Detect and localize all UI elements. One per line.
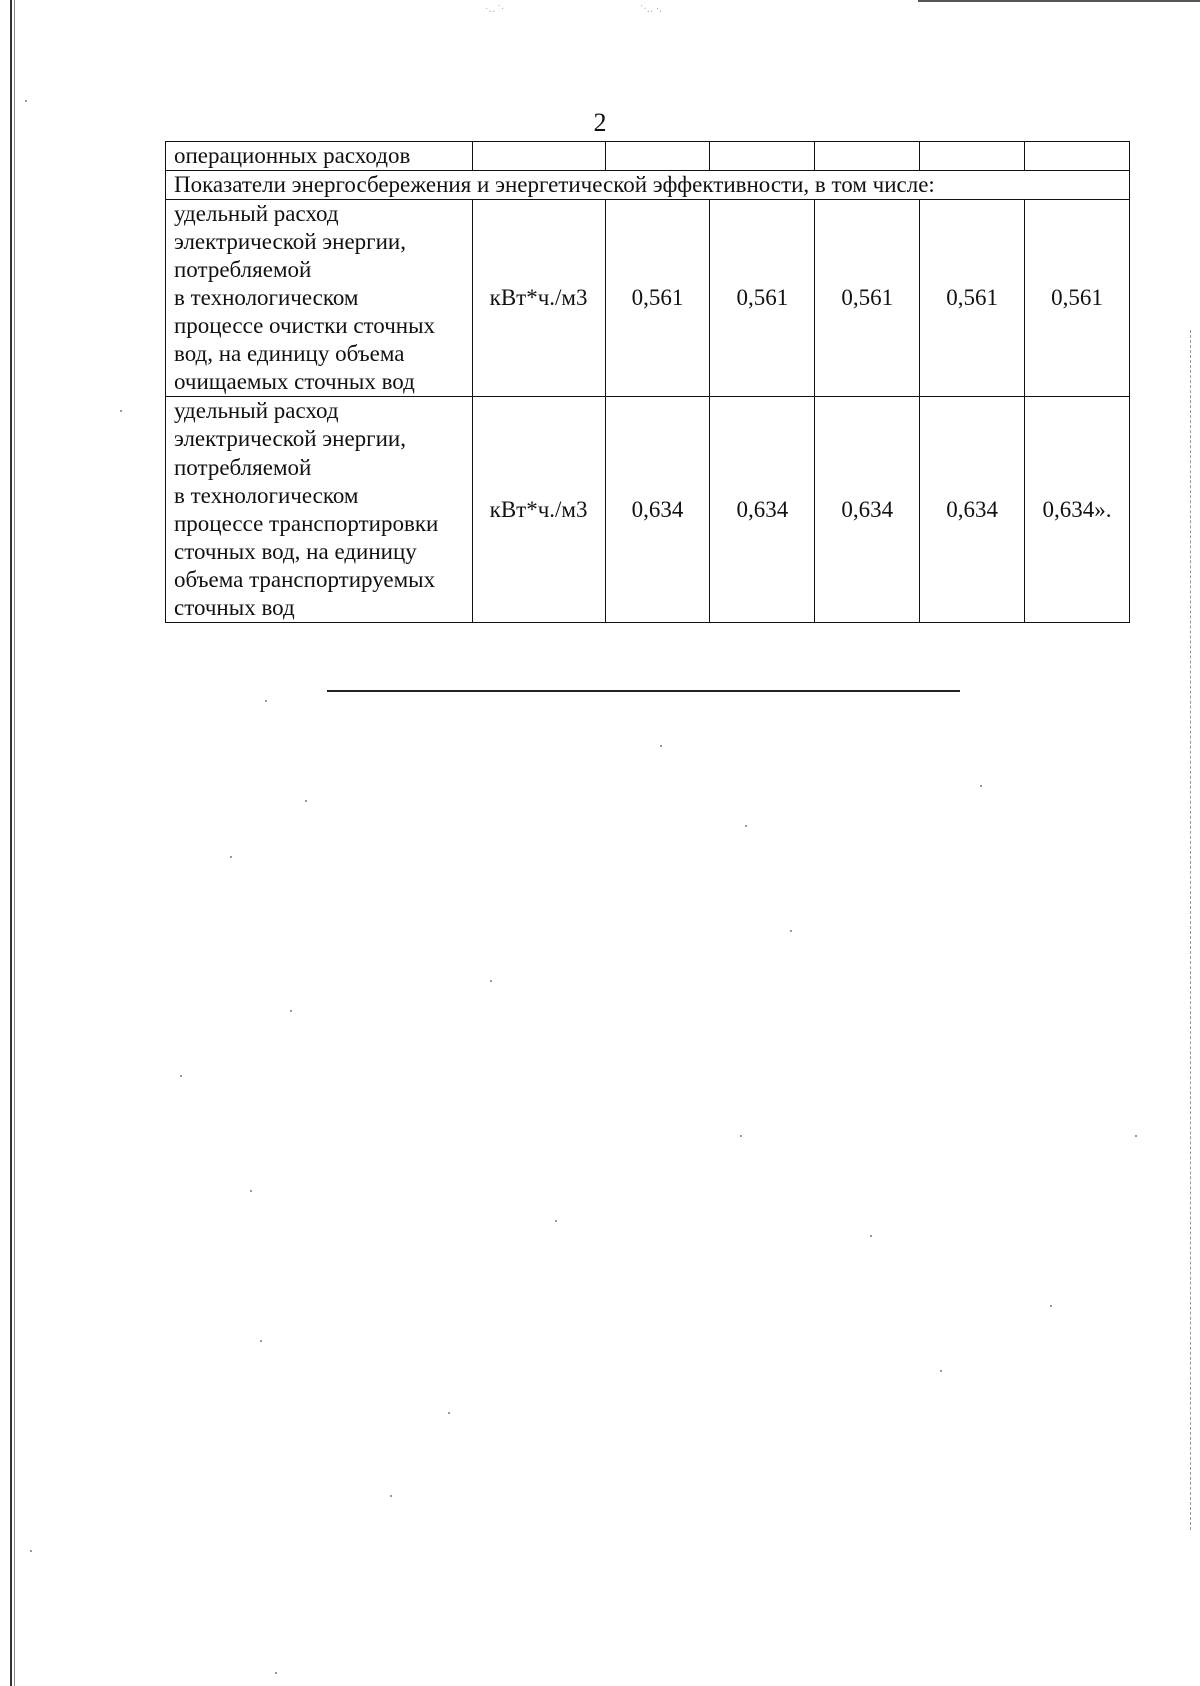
- scan-speck: [230, 856, 232, 858]
- scan-speck: [1135, 1135, 1137, 1137]
- scan-speck: [555, 1220, 557, 1222]
- row-value: 0,634: [815, 397, 920, 622]
- row-value: [1025, 142, 1130, 171]
- scan-left-edge: [10, 0, 12, 1686]
- row-value: 0,634».: [1025, 397, 1130, 622]
- scan-speck: [980, 785, 982, 787]
- row-label: операционных расходов: [166, 142, 473, 171]
- row-unit: кВт*ч./м3: [472, 397, 605, 622]
- scan-speck: [180, 1075, 182, 1077]
- scan-speck: [940, 1370, 942, 1372]
- page-number: 2: [593, 108, 607, 137]
- scan-speck: [390, 1495, 392, 1497]
- scan-speck: [1050, 1305, 1052, 1307]
- table-section-row: [166, 171, 1130, 200]
- row-value: 0,634: [920, 397, 1025, 622]
- scan-speck: [660, 745, 662, 747]
- scan-speck: [260, 1340, 262, 1342]
- row-value: [605, 142, 710, 171]
- row-value: 0,561: [1025, 200, 1130, 397]
- scan-speck: [120, 410, 122, 412]
- scan-artifact: ·‥ ˙·: [485, 4, 505, 15]
- row-unit: [472, 142, 605, 171]
- table-row: [166, 200, 1130, 397]
- scan-speck: [250, 1190, 252, 1192]
- row-value: [815, 142, 920, 171]
- scan-speck: [870, 1235, 872, 1237]
- scan-speck: [305, 800, 307, 802]
- table-row: [166, 142, 1130, 171]
- scan-speck: [30, 1550, 32, 1552]
- scan-left-edge-inner: [14, 0, 15, 1686]
- closing-rule: [327, 690, 960, 692]
- row-value: 0,634: [605, 397, 710, 622]
- row-value: 0,561: [605, 200, 710, 397]
- scan-speck: [790, 930, 792, 932]
- row-value: [710, 142, 815, 171]
- scan-speck: [740, 1135, 742, 1137]
- scan-speck: [25, 100, 27, 102]
- row-label: удельный расход электрической энергии, потребляемой в технологическом процессе транспортировки сточных вод, на единицу объема транспортируемых сточных вод: [166, 397, 473, 622]
- scan-speck: [290, 1010, 292, 1012]
- scan-right-edge: [1190, 330, 1191, 1530]
- row-value: 0,561: [920, 200, 1025, 397]
- indicators-table: [165, 141, 1130, 623]
- scan-speck: [448, 1412, 450, 1414]
- section-heading: Показатели энергосбережения и энергетической эффективности, в том числе:: [166, 171, 1130, 200]
- row-value: [920, 142, 1025, 171]
- row-value: 0,561: [710, 200, 815, 397]
- scan-speck: [265, 700, 267, 702]
- row-value: 0,561: [815, 200, 920, 397]
- row-unit: кВт*ч./м3: [472, 200, 605, 397]
- scan-speck: [745, 825, 747, 827]
- table-row: [166, 397, 1130, 622]
- row-label: удельный расход электрической энергии, потребляемой в технологическом процессе очистки сточных вод, на единицу объема очищаемых сточных вод: [166, 200, 473, 397]
- scan-speck: [275, 1672, 277, 1674]
- scan-artifact: ˙·‥ ·.: [640, 4, 662, 15]
- scan-speck: [490, 980, 492, 982]
- scan-top-edge: [918, 0, 1200, 2]
- row-value: 0,634: [710, 397, 815, 622]
